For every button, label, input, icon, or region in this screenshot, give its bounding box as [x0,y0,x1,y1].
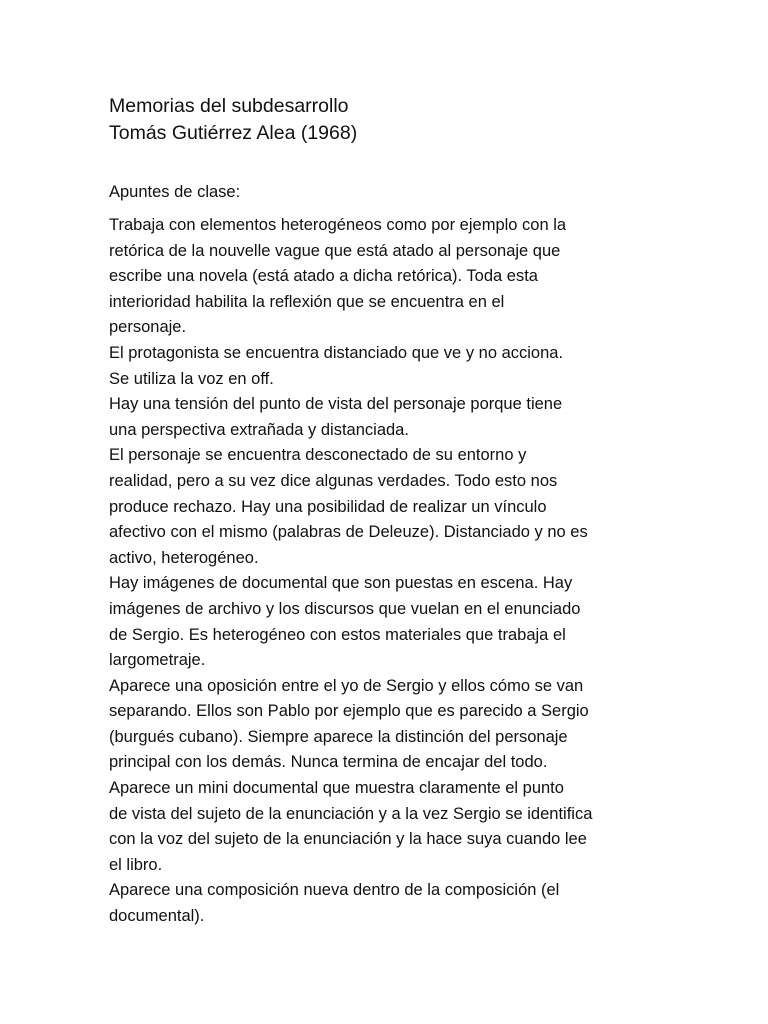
paragraph [109,776,669,878]
paragraph [109,341,669,367]
text-line: personaje. [109,318,187,337]
document-page [109,93,669,930]
text-line: separando. Ellos son Pablo por ejemplo que es parecido a Sergio [109,702,589,721]
paragraph [109,213,669,341]
text-line: (burgués cubano). Siempre aparece la distinción del personaje [109,727,568,746]
text-line: una perspectiva extrañada y distanciada. [109,420,409,439]
paragraph [109,443,669,571]
document-title: Memorias del subdesarrollo [109,95,349,117]
text-line: retórica de la nouvelle vague que está atado al personaje que [109,241,561,260]
text-line: escribe una novela (está atado a dicha retórica). Toda esta [109,267,538,286]
text-line: El personaje se encuentra desconectado de su entorno y [109,446,527,465]
text-line: Trabaja con elementos heterogéneos como por ejemplo con la [109,216,567,234]
text-line: Aparece una composición nueva dentro de la composición (el [109,881,560,900]
paragraph [109,674,669,776]
document-header [109,93,669,147]
paragraph [109,367,669,393]
paragraph [109,571,669,673]
document-subtitle: Tomás Gutiérrez Alea (1968) [109,122,358,144]
text-line: afectivo con el mismo (palabras de Deleuze). Distanciado y no es [109,523,588,542]
text-line: Aparece una oposición entre el yo de Sergio y ellos cómo se van [109,676,584,695]
paragraph [109,878,669,929]
paragraph [109,392,669,443]
text-line: Se utiliza la voz en off. [109,369,274,388]
text-line: imágenes de archivo y los discursos que vuelan en el enunciado [109,599,581,618]
text-line: el libro. [109,855,163,874]
document-body [109,213,669,930]
text-line: activo, heterogéneo. [109,548,259,567]
text-line: largometraje. [109,651,206,670]
text-line: de Sergio. Es heterogéneo con estos materiales que trabaja el [109,625,566,644]
text-line: de vista del sujeto de la enunciación y a la vez Sergio se identifica [109,804,593,823]
text-line: El protagonista se encuentra distanciado que ve y no acciona. [109,343,564,362]
text-line: realidad, pero a su vez dice algunas verdades. Todo esto nos [109,471,558,490]
text-line: Hay imágenes de documental que son puestas en escena. Hay [109,574,573,593]
section-label: Apuntes de clase: [109,183,241,201]
text-line: documental). [109,907,205,926]
text-line: Hay una tensión del punto de vista del personaje porque tiene [109,395,563,414]
text-line: produce rechazo. Hay una posibilidad de realizar un vínculo [109,497,547,516]
text-line: principal con los demás. Nunca termina de encajar del todo. [109,753,548,772]
text-line: Aparece un mini documental que muestra claramente el punto [109,779,564,798]
text-line: con la voz del sujeto de la enunciación y la hace suya cuando lee [109,830,587,849]
text-line: interioridad habilita la reflexión que se encuentra en el [109,292,505,311]
